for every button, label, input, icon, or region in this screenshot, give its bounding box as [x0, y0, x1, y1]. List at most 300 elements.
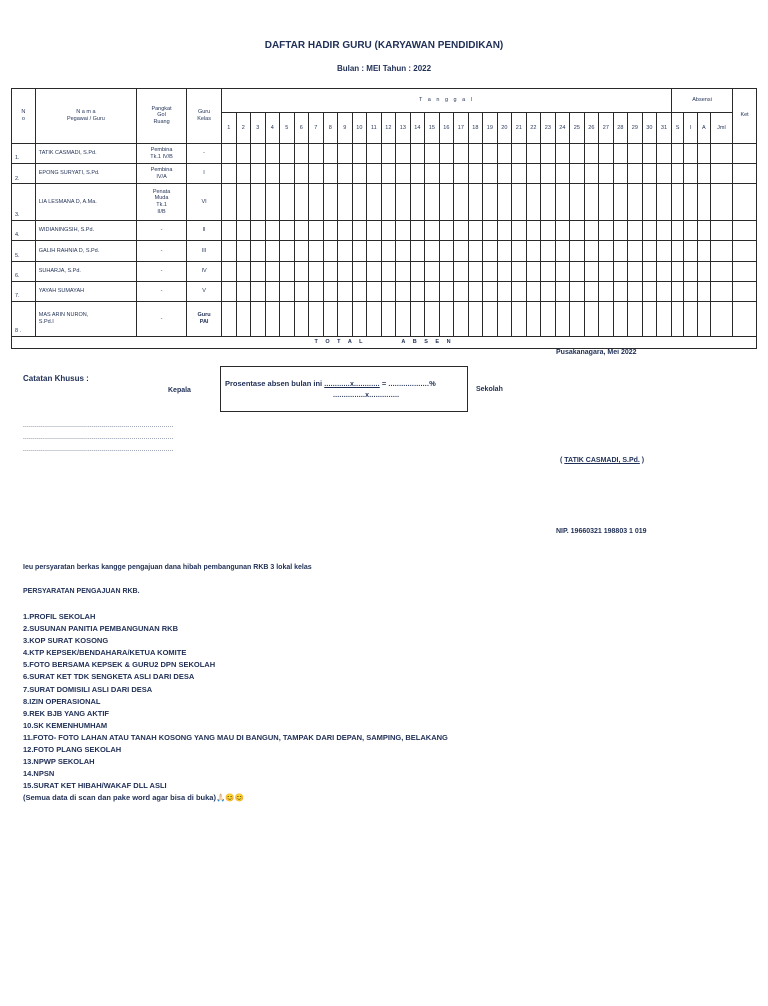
- attendance-cell: [710, 302, 733, 337]
- day-header: 6: [294, 113, 309, 143]
- attendance-cell: [570, 302, 585, 337]
- attendance-cell: [323, 164, 338, 184]
- attendance-cell: [294, 143, 309, 163]
- attendance-cell: [352, 302, 367, 337]
- attendance-cell: [352, 241, 367, 261]
- attendance-cell: [265, 281, 280, 301]
- attendance-cell: [710, 164, 733, 184]
- attendance-cell: [613, 164, 628, 184]
- row-guru-kelas: II: [187, 221, 222, 241]
- day-header: 30: [642, 113, 657, 143]
- attendance-cell: [684, 143, 698, 163]
- attendance-cell: [628, 241, 643, 261]
- attendance-cell: [338, 241, 353, 261]
- day-header: 15: [425, 113, 440, 143]
- attendance-cell: [309, 281, 324, 301]
- attendance-cell: [698, 241, 711, 261]
- row-pangkat: Pembina IV/A: [137, 164, 187, 184]
- row-no: 5.: [12, 241, 36, 261]
- attendance-cell: [733, 164, 757, 184]
- attendance-cell: [236, 164, 251, 184]
- attendance-cell: [657, 164, 672, 184]
- day-header: 29: [628, 113, 643, 143]
- attendance-cell: [410, 184, 425, 221]
- attendance-cell: [642, 281, 657, 301]
- attendance-cell: [236, 261, 251, 281]
- attendance-cell: [309, 143, 324, 163]
- attendance-cell: [367, 184, 382, 221]
- page-subtitle: Bulan : MEI Tahun : 2022: [336, 64, 432, 73]
- attendance-cell: [541, 184, 556, 221]
- attendance-cell: [439, 302, 454, 337]
- attendance-cell: [294, 281, 309, 301]
- attendance-cell: [671, 241, 684, 261]
- attendance-cell: [439, 184, 454, 221]
- attendance-cell: [483, 261, 498, 281]
- attendance-cell: [555, 302, 570, 337]
- day-header: 19: [483, 113, 498, 143]
- table-row: [12, 241, 757, 261]
- attendance-cell: [425, 164, 440, 184]
- percent-sign: %: [429, 379, 436, 388]
- header-guru-kelas: Guru Kelas: [187, 89, 222, 144]
- sekolah-label: Sekolah: [476, 386, 503, 393]
- attendance-cell: [710, 281, 733, 301]
- page-title: DAFTAR HADIR GURU (KARYAWAN PENDIDIKAN): [264, 40, 504, 51]
- attendance-cell: [280, 164, 295, 184]
- day-header: 14: [410, 113, 425, 143]
- intro-text: Ieu persyaratan berkas kangge pengajuan dana hibah pembangunan RKB 3 lokal kelas: [23, 564, 312, 571]
- attendance-cell: [323, 143, 338, 163]
- attendance-cell: [628, 143, 643, 163]
- absen-col-header: Jml: [710, 113, 733, 143]
- place-date: Pusakanagara, Mei 2022: [556, 349, 637, 356]
- attendance-cell: [570, 164, 585, 184]
- attendance-cell: [698, 143, 711, 163]
- attendance-cell: [410, 143, 425, 163]
- attendance-cell: [439, 241, 454, 261]
- attendance-cell: [512, 164, 527, 184]
- attendance-cell: [338, 302, 353, 337]
- attendance-cell: [309, 221, 324, 241]
- attendance-cell: [265, 241, 280, 261]
- day-header: 27: [599, 113, 614, 143]
- attendance-cell: [309, 184, 324, 221]
- attendance-cell: [338, 184, 353, 221]
- attendance-cell: [468, 221, 483, 241]
- attendance-cell: [733, 261, 757, 281]
- attendance-cell: [671, 281, 684, 301]
- list-item: 10.SK KEMENHUMHAM: [23, 720, 108, 730]
- row-no: 8 .: [12, 302, 36, 337]
- result-field: ...................: [388, 381, 430, 388]
- percentage-label: Prosentase absen bulan ini: [225, 379, 325, 388]
- signatory-nip: NIP. 19660321 198803 1 019: [556, 528, 647, 535]
- attendance-cell: [454, 184, 469, 221]
- attendance-cell: [483, 143, 498, 163]
- day-header: 25: [570, 113, 585, 143]
- attendance-cell: [425, 221, 440, 241]
- day-header: 4: [265, 113, 280, 143]
- attendance-cell: [497, 164, 512, 184]
- attendance-cell: [280, 241, 295, 261]
- row-nama: TATIK CASMADI, S.Pd.: [35, 143, 136, 163]
- attendance-cell: [710, 184, 733, 221]
- attendance-cell: [657, 302, 672, 337]
- attendance-cell: [483, 302, 498, 337]
- attendance-cell: [425, 302, 440, 337]
- row-no: 3.: [12, 184, 36, 221]
- attendance-cell: [309, 302, 324, 337]
- denominator-field: ...............x..............: [333, 392, 400, 399]
- attendance-cell: [222, 241, 237, 261]
- attendance-cell: [338, 164, 353, 184]
- attendance-cell: [352, 261, 367, 281]
- list-item: 2.SUSUNAN PANITIA PEMBANGUNAN RKB: [23, 624, 179, 634]
- list-item: 12.FOTO PLANG SEKOLAH: [23, 745, 122, 755]
- day-header: 28: [613, 113, 628, 143]
- day-header: 17: [454, 113, 469, 143]
- attendance-cell: [671, 221, 684, 241]
- attendance-cell: [222, 143, 237, 163]
- attendance-cell: [222, 184, 237, 221]
- attendance-cell: [584, 281, 599, 301]
- attendance-cell: [613, 302, 628, 337]
- attendance-cell: [381, 261, 396, 281]
- attendance-cell: [642, 143, 657, 163]
- header-pangkat: Pangkat Gol Ruang: [137, 89, 187, 144]
- attendance-cell: [468, 241, 483, 261]
- attendance-cell: [309, 241, 324, 261]
- attendance-cell: [541, 241, 556, 261]
- attendance-cell: [684, 184, 698, 221]
- attendance-cell: [251, 164, 266, 184]
- list-item: 14.NPSN: [23, 769, 55, 779]
- attendance-cell: [684, 261, 698, 281]
- attendance-cell: [294, 302, 309, 337]
- day-header: 31: [657, 113, 672, 143]
- attendance-cell: [338, 261, 353, 281]
- attendance-cell: [425, 261, 440, 281]
- attendance-cell: [396, 281, 411, 301]
- note-line-3: ...........................................................................: [23, 446, 174, 453]
- kepala-label: Kepala: [168, 387, 191, 394]
- attendance-cell: [280, 143, 295, 163]
- attendance-cell: [684, 164, 698, 184]
- list-item: 15.SURAT KET HIBAH/WAKAF DLL ASLI: [23, 781, 167, 791]
- day-header: 5: [280, 113, 295, 143]
- attendance-cell: [454, 221, 469, 241]
- row-guru-kelas: III: [187, 241, 222, 261]
- attendance-cell: [410, 281, 425, 301]
- percentage-box: [220, 366, 468, 412]
- attendance-cell: [497, 184, 512, 221]
- attendance-cell: [323, 241, 338, 261]
- attendance-cell: [265, 221, 280, 241]
- attendance-cell: [483, 281, 498, 301]
- attendance-cell: [684, 302, 698, 337]
- row-nama: SUHARJA, S.Pd.: [35, 261, 136, 281]
- absen-col-header: S: [671, 113, 684, 143]
- row-nama: YAYAH SUMAYAH: [35, 281, 136, 301]
- header-no: N o: [12, 89, 36, 144]
- attendance-cell: [628, 281, 643, 301]
- attendance-cell: [367, 143, 382, 163]
- day-header: 12: [381, 113, 396, 143]
- attendance-cell: [323, 261, 338, 281]
- attendance-cell: [698, 281, 711, 301]
- attendance-cell: [367, 241, 382, 261]
- attendance-cell: [309, 164, 324, 184]
- attendance-cell: [698, 302, 711, 337]
- attendance-cell: [613, 143, 628, 163]
- attendance-cell: [526, 143, 541, 163]
- attendance-cell: [338, 143, 353, 163]
- attendance-cell: [642, 302, 657, 337]
- row-no: 1.: [12, 143, 36, 163]
- attendance-cell: [599, 261, 614, 281]
- row-no: 2.: [12, 164, 36, 184]
- day-header: 11: [367, 113, 382, 143]
- attendance-cell: [454, 241, 469, 261]
- attendance-cell: [584, 221, 599, 241]
- attendance-cell: [512, 302, 527, 337]
- attendance-cell: [642, 164, 657, 184]
- attendance-cell: [555, 221, 570, 241]
- signatory-name-text: TATIK CASMADI, S.Pd.: [564, 457, 640, 464]
- attendance-cell: [628, 184, 643, 221]
- attendance-cell: [410, 164, 425, 184]
- attendance-cell: [454, 164, 469, 184]
- attendance-cell: [265, 261, 280, 281]
- attendance-cell: [425, 184, 440, 221]
- list-item: 9.REK BJB YANG AKTIF: [23, 708, 109, 718]
- attendance-cell: [425, 143, 440, 163]
- list-item: 6.SURAT KET TDK SENGKETA ASLI DARI DESA: [23, 672, 195, 682]
- attendance-cell: [698, 261, 711, 281]
- attendance-cell: [425, 281, 440, 301]
- row-guru-kelas: I: [187, 164, 222, 184]
- attendance-cell: [710, 221, 733, 241]
- attendance-cell: [599, 302, 614, 337]
- attendance-cell: [698, 221, 711, 241]
- absen-col-header: I: [684, 113, 698, 143]
- attendance-cell: [570, 241, 585, 261]
- row-nama: EPONG SURYATI, S.Pd.: [35, 164, 136, 184]
- attendance-cell: [642, 184, 657, 221]
- attendance-cell: [584, 302, 599, 337]
- attendance-cell: [280, 221, 295, 241]
- attendance-cell: [439, 261, 454, 281]
- attendance-cell: [251, 241, 266, 261]
- attendance-cell: [381, 184, 396, 221]
- attendance-cell: [541, 302, 556, 337]
- table-row: [12, 184, 757, 221]
- attendance-cell: [628, 261, 643, 281]
- day-header: 22: [526, 113, 541, 143]
- attendance-cell: [526, 164, 541, 184]
- attendance-cell: [439, 281, 454, 301]
- attendance-cell: [541, 143, 556, 163]
- attendance-cell: [454, 281, 469, 301]
- attendance-cell: [410, 221, 425, 241]
- attendance-cell: [236, 221, 251, 241]
- row-nama: MAS ARIN NURON, S.Pd.I: [35, 302, 136, 337]
- attendance-cell: [584, 143, 599, 163]
- attendance-cell: [294, 221, 309, 241]
- list-item: 5.FOTO BERSAMA KEPSEK & GURU2 DPN SEKOLAH: [23, 660, 216, 670]
- row-pangkat: -: [137, 241, 187, 261]
- attendance-cell: [265, 143, 280, 163]
- row-guru-kelas: V: [187, 281, 222, 301]
- attendance-cell: [657, 143, 672, 163]
- attendance-cell: [381, 221, 396, 241]
- attendance-cell: [555, 281, 570, 301]
- attendance-cell: [526, 261, 541, 281]
- day-header: 8: [323, 113, 338, 143]
- attendance-cell: [584, 261, 599, 281]
- attendance-cell: [468, 261, 483, 281]
- header-tanggal: T a n g g a l: [222, 89, 672, 113]
- list-item: (Semua data di scan dan pake word agar bisa di buka)🙏🏻😊😊: [23, 793, 244, 803]
- day-header: 3: [251, 113, 266, 143]
- attendance-cell: [570, 281, 585, 301]
- attendance-cell: [710, 261, 733, 281]
- attendance-cell: [497, 281, 512, 301]
- total-absen-row: T O T A L A B S E N: [12, 336, 757, 348]
- attendance-cell: [280, 261, 295, 281]
- day-header: 26: [584, 113, 599, 143]
- attendance-cell: [236, 241, 251, 261]
- equals-sign: =: [379, 379, 389, 388]
- attendance-cell: [733, 281, 757, 301]
- attendance-cell: [657, 281, 672, 301]
- attendance-cell: [381, 281, 396, 301]
- attendance-cell: [526, 221, 541, 241]
- attendance-cell: [570, 184, 585, 221]
- attendance-cell: [642, 241, 657, 261]
- day-header: 9: [338, 113, 353, 143]
- day-header: 23: [541, 113, 556, 143]
- attendance-cell: [599, 143, 614, 163]
- attendance-cell: [410, 302, 425, 337]
- note-line-2: ...........................................................................: [23, 434, 174, 441]
- attendance-cell: [584, 241, 599, 261]
- attendance-cell: [570, 221, 585, 241]
- header-absensi: Absensi: [671, 89, 732, 113]
- attendance-cell: [454, 302, 469, 337]
- attendance-cell: [698, 184, 711, 221]
- row-pangkat: -: [137, 281, 187, 301]
- attendance-cell: [541, 281, 556, 301]
- attendance-cell: [541, 221, 556, 241]
- attendance-cell: [733, 221, 757, 241]
- list-item: 7.SURAT DOMISILI ASLI DARI DESA: [23, 684, 153, 694]
- attendance-cell: [425, 241, 440, 261]
- attendance-cell: [381, 241, 396, 261]
- attendance-cell: [323, 221, 338, 241]
- attendance-cell: [367, 302, 382, 337]
- attendance-cell: [570, 143, 585, 163]
- attendance-cell: [671, 164, 684, 184]
- attendance-cell: [599, 241, 614, 261]
- attendance-cell: [512, 281, 527, 301]
- attendance-cell: [280, 302, 295, 337]
- day-header: 2: [236, 113, 251, 143]
- attendance-cell: [265, 164, 280, 184]
- attendance-cell: [671, 302, 684, 337]
- attendance-cell: [236, 302, 251, 337]
- attendance-cell: [570, 261, 585, 281]
- header-ket: Ket: [733, 89, 757, 144]
- row-pangkat: Penata Muda Tk.1 II/B: [137, 184, 187, 221]
- attendance-cell: [698, 164, 711, 184]
- attendance-cell: [396, 221, 411, 241]
- attendance-cell: [628, 302, 643, 337]
- attendance-cell: [367, 281, 382, 301]
- row-guru-kelas: IV: [187, 261, 222, 281]
- day-header: 18: [468, 113, 483, 143]
- attendance-cell: [613, 241, 628, 261]
- attendance-cell: [265, 302, 280, 337]
- attendance-cell: [628, 164, 643, 184]
- attendance-cell: [338, 281, 353, 301]
- attendance-cell: [733, 143, 757, 163]
- attendance-cell: [367, 221, 382, 241]
- attendance-cell: [396, 241, 411, 261]
- table-row: [12, 261, 757, 281]
- attendance-cell: [468, 164, 483, 184]
- attendance-cell: [396, 261, 411, 281]
- attendance-cell: [251, 143, 266, 163]
- requirements-list: [23, 611, 448, 805]
- attendance-cell: [555, 241, 570, 261]
- attendance-cell: [251, 221, 266, 241]
- note-line-1: ...........................................................................: [23, 422, 174, 429]
- attendance-cell: [584, 184, 599, 221]
- attendance-cell: [265, 184, 280, 221]
- attendance-cell: [222, 261, 237, 281]
- attendance-cell: [497, 143, 512, 163]
- attendance-cell: [439, 143, 454, 163]
- signatory-name: ( TATIK CASMADI, S.Pd. ): [560, 457, 645, 464]
- day-header: 10: [352, 113, 367, 143]
- attendance-cell: [710, 241, 733, 261]
- row-no: 4.: [12, 221, 36, 241]
- list-item: 1.PROFIL SEKOLAH: [23, 612, 96, 621]
- attendance-cell: [236, 143, 251, 163]
- attendance-cell: [251, 281, 266, 301]
- attendance-cell: [454, 143, 469, 163]
- attendance-cell: [323, 184, 338, 221]
- attendance-cell: [251, 261, 266, 281]
- row-nama: GALIH RAHNIA D, S.Pd.: [35, 241, 136, 261]
- attendance-cell: [512, 241, 527, 261]
- attendance-cell: [439, 164, 454, 184]
- attendance-cell: [599, 221, 614, 241]
- numerator-field: ............x............: [324, 381, 380, 388]
- attendance-cell: [251, 184, 266, 221]
- attendance-cell: [684, 241, 698, 261]
- attendance-cell: [555, 184, 570, 221]
- attendance-cell: [381, 164, 396, 184]
- attendance-cell: [468, 281, 483, 301]
- table-row: [12, 164, 757, 184]
- attendance-cell: [526, 302, 541, 337]
- attendance-cell: [599, 281, 614, 301]
- attendance-cell: [381, 302, 396, 337]
- attendance-cell: [497, 261, 512, 281]
